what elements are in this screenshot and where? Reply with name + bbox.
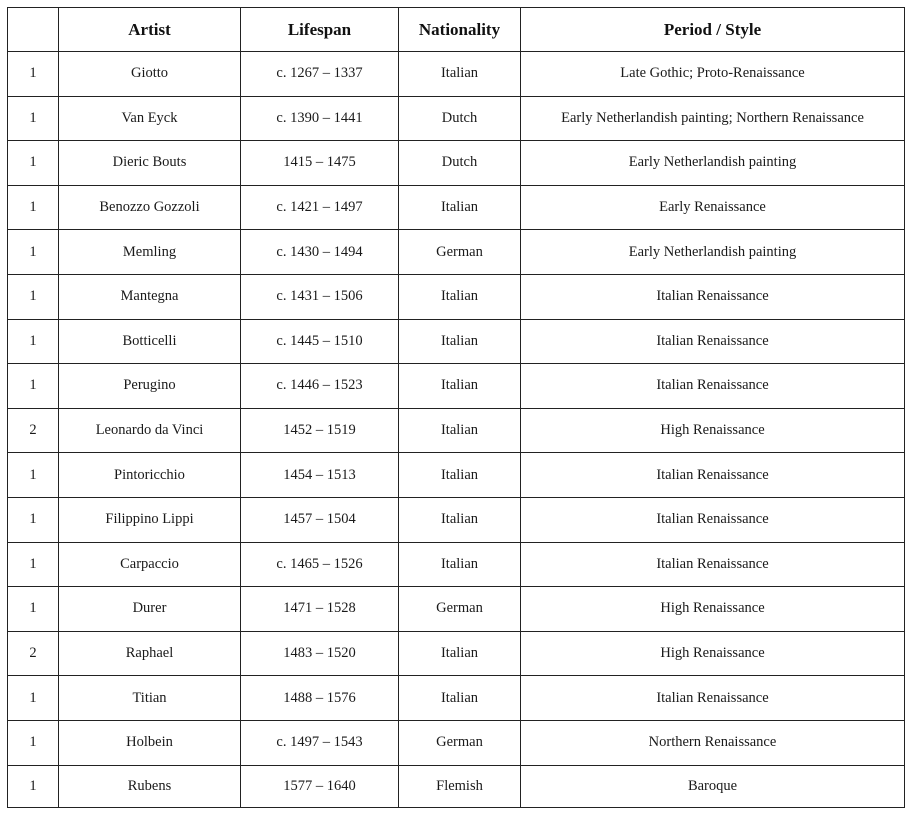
count-cell: 1 [8, 542, 59, 587]
table-row [8, 542, 905, 587]
count-cell: 1 [8, 274, 59, 319]
table-row [8, 364, 905, 409]
nationality-cell: German [399, 587, 521, 632]
lifespan-cell: c. 1267 – 1337 [241, 52, 399, 97]
count-cell: 2 [8, 408, 59, 453]
artist-cell: Filippino Lippi [59, 497, 241, 542]
nationality-cell: Italian [399, 497, 521, 542]
nationality-cell: German [399, 720, 521, 765]
lifespan-cell: c. 1431 – 1506 [241, 274, 399, 319]
artist-cell: Van Eyck [59, 96, 241, 141]
artist-cell: Benozzo Gozzoli [59, 185, 241, 230]
nationality-cell: German [399, 230, 521, 275]
nationality-cell: Italian [399, 453, 521, 498]
artist-cell: Dieric Bouts [59, 141, 241, 186]
period-style-cell: Italian Renaissance [521, 497, 905, 542]
lifespan-cell: 1471 – 1528 [241, 587, 399, 632]
table-row [8, 185, 905, 230]
nationality-cell: Italian [399, 631, 521, 676]
lifespan-cell: c. 1465 – 1526 [241, 542, 399, 587]
header-count [8, 8, 59, 52]
artists-table [7, 7, 905, 808]
artist-cell: Raphael [59, 631, 241, 676]
artist-cell: Perugino [59, 364, 241, 409]
lifespan-cell: 1454 – 1513 [241, 453, 399, 498]
artist-cell: Memling [59, 230, 241, 275]
lifespan-cell: 1457 – 1504 [241, 497, 399, 542]
count-cell: 1 [8, 141, 59, 186]
nationality-cell: Italian [399, 364, 521, 409]
period-style-cell: Italian Renaissance [521, 274, 905, 319]
period-style-cell: Italian Renaissance [521, 542, 905, 587]
lifespan-cell: c. 1421 – 1497 [241, 185, 399, 230]
count-cell: 1 [8, 720, 59, 765]
period-style-cell: Late Gothic; Proto-Renaissance [521, 52, 905, 97]
period-style-cell: Northern Renaissance [521, 720, 905, 765]
count-cell: 1 [8, 185, 59, 230]
header-artist: Artist [59, 8, 241, 52]
table-row [8, 52, 905, 97]
artist-cell: Giotto [59, 52, 241, 97]
table-row [8, 96, 905, 141]
period-style-cell: Italian Renaissance [521, 453, 905, 498]
nationality-cell: Flemish [399, 765, 521, 807]
artist-cell: Botticelli [59, 319, 241, 364]
table-row [8, 497, 905, 542]
table-row [8, 765, 905, 807]
nationality-cell: Dutch [399, 96, 521, 141]
lifespan-cell: c. 1445 – 1510 [241, 319, 399, 364]
nationality-cell: Dutch [399, 141, 521, 186]
table-row [8, 720, 905, 765]
count-cell: 1 [8, 497, 59, 542]
count-cell: 1 [8, 319, 59, 364]
artist-cell: Holbein [59, 720, 241, 765]
nationality-cell: Italian [399, 408, 521, 453]
lifespan-cell: 1415 – 1475 [241, 141, 399, 186]
header-lifespan: Lifespan [241, 8, 399, 52]
table-row [8, 230, 905, 275]
count-cell: 1 [8, 587, 59, 632]
period-style-cell: High Renaissance [521, 408, 905, 453]
nationality-cell: Italian [399, 319, 521, 364]
table-row [8, 676, 905, 721]
lifespan-cell: c. 1497 – 1543 [241, 720, 399, 765]
lifespan-cell: 1452 – 1519 [241, 408, 399, 453]
header-nationality: Nationality [399, 8, 521, 52]
count-cell: 1 [8, 52, 59, 97]
period-style-cell: Italian Renaissance [521, 676, 905, 721]
nationality-cell: Italian [399, 52, 521, 97]
artist-cell: Pintoricchio [59, 453, 241, 498]
table-row [8, 587, 905, 632]
count-cell: 1 [8, 364, 59, 409]
count-cell: 1 [8, 676, 59, 721]
lifespan-cell: 1577 – 1640 [241, 765, 399, 807]
artist-cell: Leonardo da Vinci [59, 408, 241, 453]
nationality-cell: Italian [399, 676, 521, 721]
count-cell: 1 [8, 230, 59, 275]
artist-cell: Rubens [59, 765, 241, 807]
count-cell: 1 [8, 765, 59, 807]
table-row [8, 453, 905, 498]
nationality-cell: Italian [399, 274, 521, 319]
nationality-cell: Italian [399, 185, 521, 230]
header-row [8, 8, 905, 52]
lifespan-cell: c. 1390 – 1441 [241, 96, 399, 141]
count-cell: 2 [8, 631, 59, 676]
table-row [8, 319, 905, 364]
nationality-cell: Italian [399, 542, 521, 587]
table-row [8, 141, 905, 186]
table-row [8, 274, 905, 319]
table-row [8, 631, 905, 676]
count-cell: 1 [8, 453, 59, 498]
artist-cell: Mantegna [59, 274, 241, 319]
artist-cell: Carpaccio [59, 542, 241, 587]
period-style-cell: Italian Renaissance [521, 364, 905, 409]
period-style-cell: Italian Renaissance [521, 319, 905, 364]
table-body [8, 52, 905, 808]
period-style-cell: Early Netherlandish painting; Northern Renaissance [521, 96, 905, 141]
artist-cell: Titian [59, 676, 241, 721]
lifespan-cell: c. 1430 – 1494 [241, 230, 399, 275]
period-style-cell: Early Netherlandish painting [521, 141, 905, 186]
period-style-cell: Baroque [521, 765, 905, 807]
table-row [8, 408, 905, 453]
lifespan-cell: c. 1446 – 1523 [241, 364, 399, 409]
header-period-style: Period / Style [521, 8, 905, 52]
period-style-cell: Early Netherlandish painting [521, 230, 905, 275]
lifespan-cell: 1488 – 1576 [241, 676, 399, 721]
count-cell: 1 [8, 96, 59, 141]
artist-cell: Durer [59, 587, 241, 632]
lifespan-cell: 1483 – 1520 [241, 631, 399, 676]
period-style-cell: Early Renaissance [521, 185, 905, 230]
period-style-cell: High Renaissance [521, 587, 905, 632]
period-style-cell: High Renaissance [521, 631, 905, 676]
